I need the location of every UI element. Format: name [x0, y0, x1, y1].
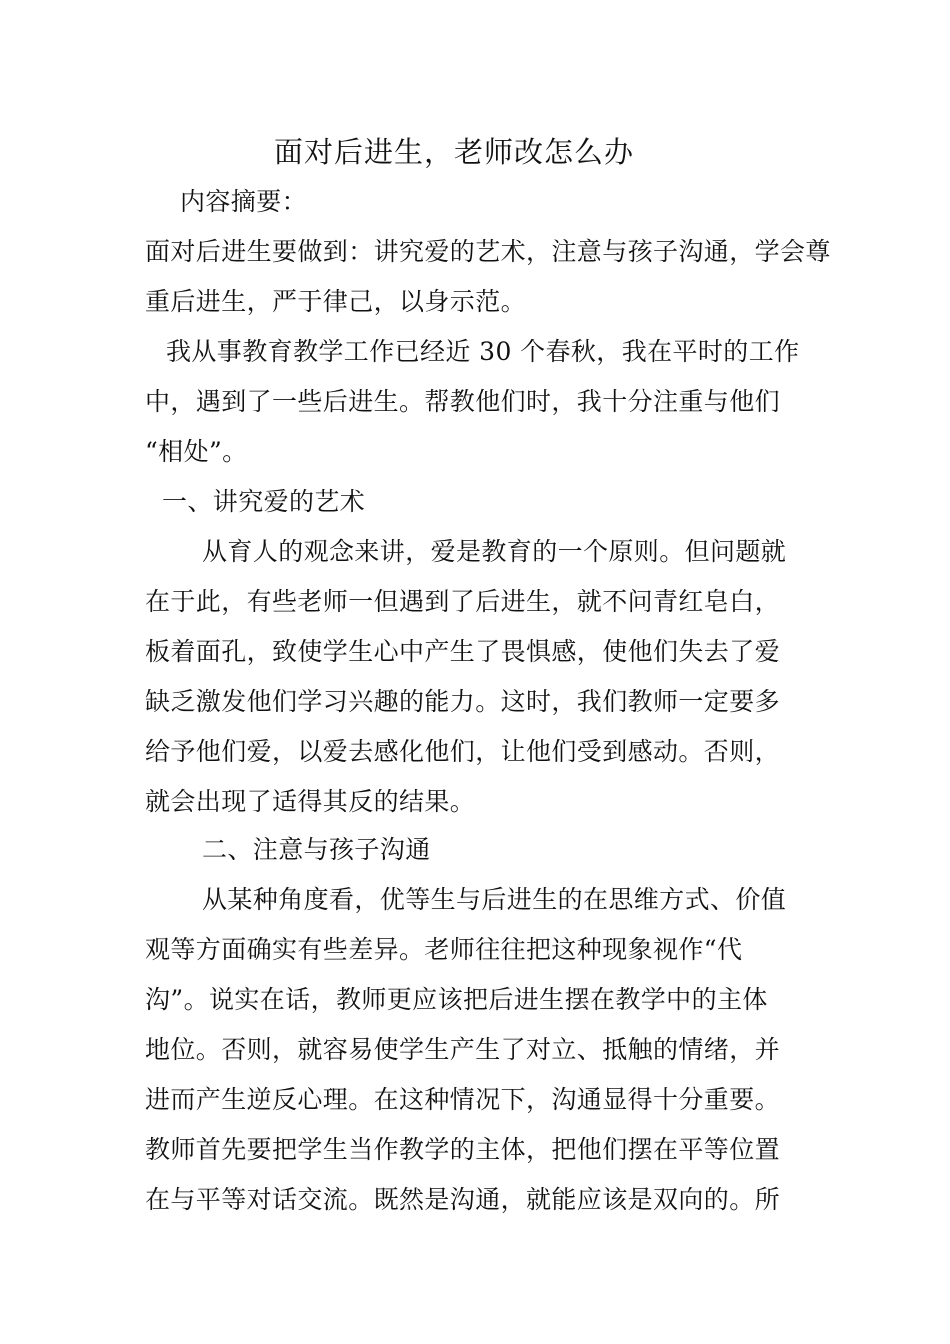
- abstract-line: 重后进生，严于律己，以身示范。: [145, 287, 527, 316]
- section-paragraph-line: 从育人的观念来讲，爱是教育的一个原则。但问题就: [202, 537, 787, 566]
- section-paragraph-line: 地位。否则，就容易使学生产生了对立、抵触的情绪，并: [145, 1035, 781, 1064]
- section-paragraph-line: 在于此，有些老师一但遇到了后进生，就不问青红皂白，: [145, 587, 781, 616]
- section-paragraph-line: 缺乏激发他们学习兴趣的能力。这时，我们教师一定要多: [145, 687, 781, 716]
- section-paragraph-line: 教师首先要把学生当作教学的主体，把他们摆在平等位置: [145, 1135, 781, 1164]
- intro-line: 中，遇到了一些后进生。帮教他们时，我十分注重与他们: [145, 387, 781, 416]
- abstract-label: 内容摘要：: [180, 187, 308, 216]
- section-paragraph-line: 从某种角度看，优等生与后进生的在思维方式、价值: [202, 885, 787, 914]
- section-paragraph-line: 给予他们爱，以爱去感化他们，让他们受到感动。否则，: [145, 737, 781, 766]
- abstract-line: 面对后进生要做到：讲究爱的艺术，注意与孩子沟通，学会尊: [145, 237, 831, 266]
- section-paragraph-line: 进而产生逆反心理。在这种情况下，沟通显得十分重要。: [145, 1085, 781, 1114]
- section-paragraph-line: 观等方面确实有些差异。老师往往把这种现象视作“代: [145, 935, 743, 964]
- section-paragraph-line: 就会出现了适得其反的结果。: [145, 787, 476, 816]
- section-heading: 一、讲究爱的艺术: [162, 487, 366, 516]
- section-paragraph-line: 板着面孔，致使学生心中产生了畏惧感，使他们失去了爱: [145, 637, 781, 666]
- document-title: 面对后进生，老师改怎么办: [274, 135, 635, 169]
- intro-line: “相处”。: [145, 437, 248, 466]
- intro-line: 我从事教育教学工作已经近 30 个春秋，我在平时的工作: [166, 337, 800, 366]
- section-paragraph-line: 在与平等对话交流。既然是沟通，就能应该是双向的。所: [145, 1185, 781, 1214]
- section-paragraph-line: 沟”。说实在话，教师更应该把后进生摆在教学中的主体: [145, 985, 768, 1014]
- section-heading: 二、注意与孩子沟通: [202, 835, 431, 864]
